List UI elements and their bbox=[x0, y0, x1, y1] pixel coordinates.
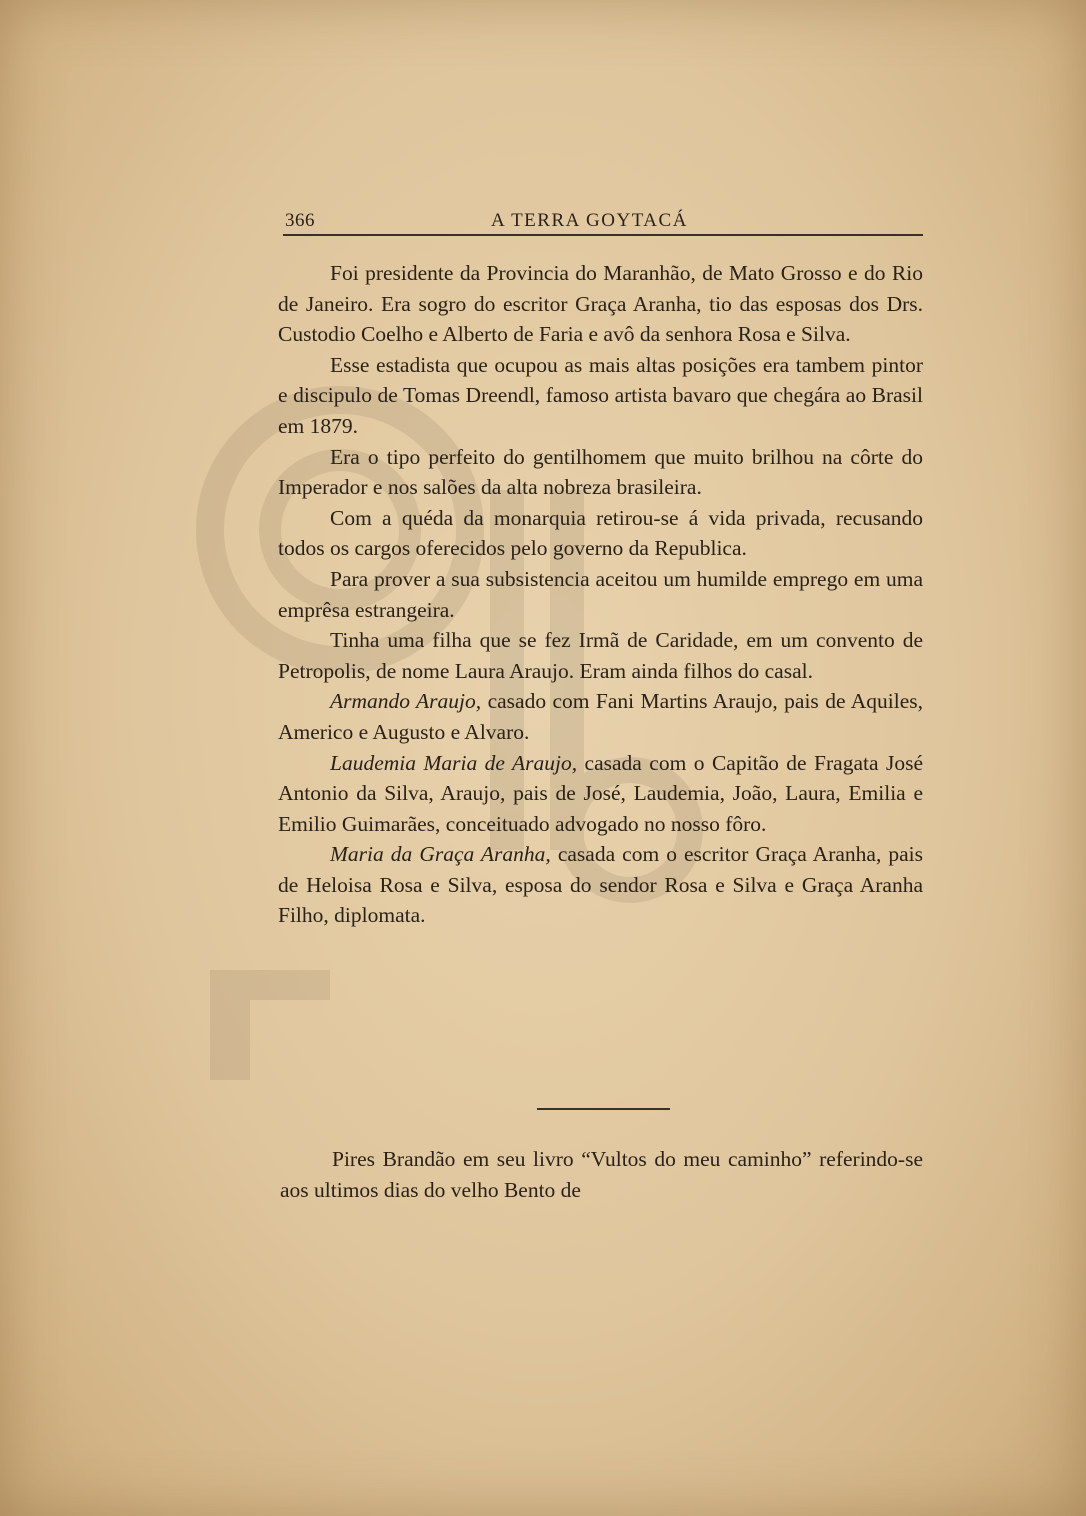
main-text bbox=[278, 258, 923, 931]
closing-text bbox=[280, 1144, 923, 1205]
child-description: casada com o Capitão de Fragata José Antonio da Silva, Araujo, pais de José, Laudemia, João, Laura, Emilia e Emilio Guimarães, conceituado advogado no nosso fôro. bbox=[278, 750, 923, 836]
child-entry bbox=[278, 839, 923, 931]
child-name: Armando Araujo, bbox=[330, 689, 482, 714]
child-entry bbox=[278, 748, 923, 840]
paragraph: Foi presidente da Provincia do Maranhão, de Mato Grosso e do Rio de Janeiro. Era sogro do escritor Graça Aranha, tio das esposas dos Drs. Custodio Coelho e Alberto de Faria e avô da senhora Rosa e Silva. bbox=[278, 261, 923, 347]
paragraph: Era o tipo perfeito do gentilhomem que muito brilhou na côrte do Imperador e nos salões da alta nobreza brasileira. bbox=[278, 444, 923, 500]
child-description: casado com Fani Martins Araujo, pais de Aquiles, Americo e Augusto e Alvaro. bbox=[278, 689, 923, 744]
section-divider bbox=[537, 1108, 670, 1110]
page-header bbox=[283, 206, 923, 236]
child-name: Maria da Graça Aranha, bbox=[330, 842, 551, 867]
paragraph: Pires Brandão em seu livro “Vultos do meu caminho” referindo-se aos ultimos dias do velho Bento de bbox=[280, 1147, 923, 1202]
paragraph: Tinha uma filha que se fez Irmã de Caridade, em um convento de Petropolis, de nome Laura Araujo. Eram ainda filhos do casal. bbox=[278, 628, 923, 683]
child-name: Laudemia Maria de Araujo, bbox=[330, 750, 578, 775]
child-entry bbox=[278, 686, 923, 747]
paragraph: Com a quéda da monarquia retirou-se á vida privada, recusando todos os cargos oferecidos pelo governo da Republica. bbox=[278, 505, 923, 561]
running-title: A TERRA GOYTACÁ bbox=[491, 210, 688, 231]
paragraph: Esse estadista que ocupou as mais altas posições era tambem pintor e discipulo de Tomas Dreendl, famoso artista bavaro que chegára ao Brasil em 1879. bbox=[278, 352, 923, 438]
paragraph: Para prover a sua subsistencia aceitou um humilde emprego em uma emprêsa estrangeira. bbox=[278, 566, 923, 622]
page-number: 366 bbox=[285, 210, 315, 231]
child-description: casada com o escritor Graça Aranha, pais de Heloisa Rosa e Silva, esposa do sendor Rosa e Silva e Graça Aranha Filho, diplomata. bbox=[278, 842, 923, 928]
